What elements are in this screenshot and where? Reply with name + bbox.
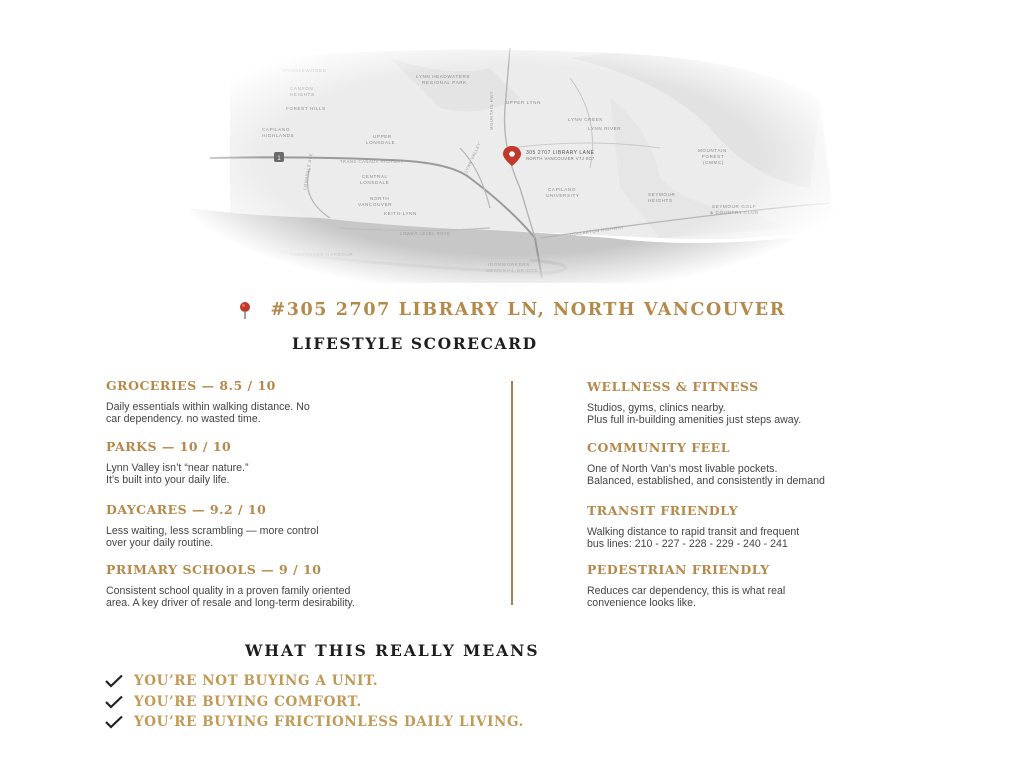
checkmark-icon bbox=[104, 674, 124, 688]
meaning-item-text: YOU’RE NOT BUYING A UNIT. bbox=[134, 673, 379, 690]
score-item-line: over your daily routine. bbox=[106, 536, 214, 549]
checkmark-icon bbox=[104, 695, 124, 709]
score-item-daycares bbox=[106, 502, 486, 549]
score-item-line: bus lines: 210 - 227 - 228 - 229 - 240 - 241 bbox=[587, 537, 788, 550]
score-item-title: PRIMARY SCHOOLS — 9 / 10 bbox=[106, 562, 322, 577]
score-item-parks bbox=[106, 439, 486, 486]
score-item-line: Lynn Valley isn’t “near nature.” bbox=[106, 462, 249, 474]
score-item-transit bbox=[587, 503, 967, 550]
meaning-list bbox=[104, 671, 524, 733]
score-item-title: DAYCARES — 9.2 / 10 bbox=[106, 502, 267, 517]
score-item-line: It’s built into your daily life. bbox=[106, 473, 230, 486]
score-item-line: Less waiting, less scrambling — more control bbox=[106, 525, 319, 537]
address-title-row bbox=[0, 300, 1024, 320]
score-item-line: area. A key driver of resale and long-term desirability. bbox=[106, 596, 355, 609]
score-item-title: TRANSIT FRIENDLY bbox=[587, 503, 739, 518]
meaning-item-text: YOU’RE BUYING FRICTIONLESS DAILY LIVING. bbox=[134, 714, 524, 731]
meaning-item bbox=[104, 712, 524, 733]
score-item-primary-schools bbox=[106, 562, 486, 609]
checkmark-icon bbox=[104, 715, 124, 729]
meaning-item bbox=[104, 692, 524, 713]
score-item-wellness bbox=[587, 379, 967, 426]
area-map bbox=[190, 38, 835, 283]
column-divider bbox=[511, 381, 513, 605]
score-item-line: Consistent school quality in a proven family oriented bbox=[106, 585, 351, 597]
score-item-title: PARKS — 10 / 10 bbox=[106, 439, 232, 454]
score-item-line: Balanced, established, and consistently in demand bbox=[587, 474, 825, 487]
address-title: #305 2707 LIBRARY LN, NORTH VANCOUVER bbox=[270, 300, 786, 320]
meaning-item bbox=[104, 671, 524, 692]
score-item-title: PEDESTRIAN FRIENDLY bbox=[587, 562, 770, 577]
scorecard-title: LIFESTYLE SCORECARD bbox=[292, 334, 538, 353]
score-item-groceries bbox=[106, 378, 486, 425]
score-item-line: One of North Van’s most livable pockets. bbox=[587, 463, 778, 475]
meaning-title: WHAT THIS REALLY MEANS bbox=[245, 641, 540, 660]
score-item-pedestrian bbox=[587, 562, 967, 609]
score-item-title: WELLNESS & FITNESS bbox=[587, 379, 759, 394]
score-item-line: Plus full in-building amenities just steps away. bbox=[587, 413, 802, 426]
map-pin-icon bbox=[238, 301, 252, 320]
score-item-line: Studios, gyms, clinics nearby. bbox=[587, 402, 726, 414]
score-item-line: Daily essentials within walking distance. No bbox=[106, 401, 310, 413]
score-item-line: car dependency. no wasted time. bbox=[106, 412, 261, 425]
score-item-line: Reduces car dependency, this is what real bbox=[587, 585, 786, 597]
score-item-line: Walking distance to rapid transit and frequent bbox=[587, 526, 800, 538]
score-item-title: COMMUNITY FEEL bbox=[587, 440, 730, 455]
score-item-community bbox=[587, 440, 967, 487]
score-item-title: GROCERIES — 8.5 / 10 bbox=[106, 378, 276, 393]
score-item-line: convenience looks like. bbox=[587, 596, 696, 609]
meaning-item-text: YOU’RE BUYING COMFORT. bbox=[134, 693, 362, 710]
